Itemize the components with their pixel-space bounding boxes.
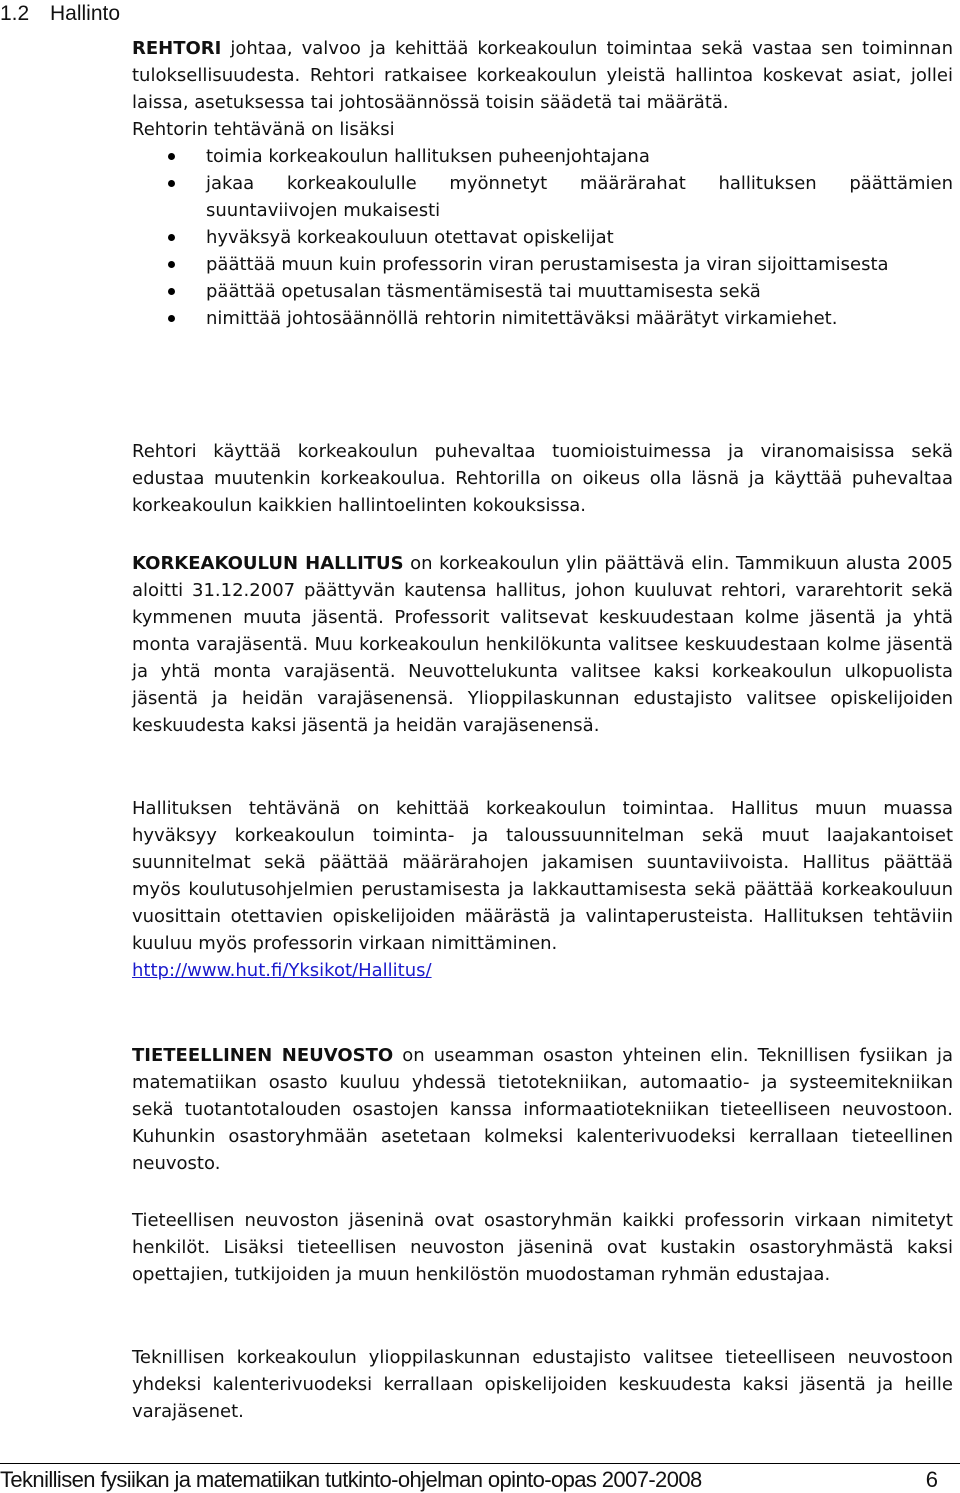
council-members-block (132, 1207, 953, 1288)
list-item: toimia korkeakoulun hallituksen puheenjohtajana (132, 143, 953, 170)
council-section (132, 1042, 953, 1177)
page-number: 6 (925, 1467, 938, 1492)
section-title: Hallinto (50, 2, 121, 25)
section-heading (0, 0, 120, 28)
board-link-line (132, 957, 953, 984)
council-term: TIETEELLINEN NEUVOSTO (132, 1045, 394, 1066)
rector-term: REHTORI (132, 38, 222, 59)
rector-intro-text: johtaa, valvoo ja kehittää korkeakoulun toimintaa sekä vastaa sen toiminnan tuloksellisuudesta. Rehtori ratkaisee korkeakoulun yleistä hallintoa koskevat asiat, jollei laissa, asetuksessa tai johtosäännössä toisin säädetä tai määrätä. (132, 38, 953, 113)
rector-duties-lead: Rehtorin tehtävänä on lisäksi (132, 119, 395, 140)
board-section (132, 550, 953, 739)
list-item: hyväksyä korkeakouluun otettavat opiskelijat (132, 224, 953, 251)
section-number: 1.2 (0, 2, 30, 25)
footer-divider (0, 1463, 960, 1464)
footer-title: Teknillisen fysiikan ja matematiikan tutkinto-ohjelman opinto-opas 2007-2008 (0, 1467, 702, 1492)
list-item: päättää opetusalan täsmentämisestä tai muuttamisesta sekä (132, 278, 953, 305)
board-composition-paragraph (132, 550, 953, 739)
council-members-paragraph: Tieteellisen neuvoston jäseninä ovat osastoryhmän kaikki professorin virkaan nimitetyt henkilöt. Lisäksi tieteellisen neuvoston jäseninä ovat kustakin osastoryhmästä kaksi opettajien, tutkijoiden ja muun henkilöstön muodostaman ryhmän edustajaa. (132, 1210, 953, 1285)
board-term: KORKEAKOULUN HALLITUS (132, 553, 404, 574)
list-item: päättää muun kuin professorin viran perustamisesta ja viran sijoittamisesta (132, 251, 953, 278)
rector-intro-paragraph (132, 35, 953, 116)
rector-representation-block (132, 438, 953, 519)
board-tasks-block (132, 795, 953, 984)
council-intro-paragraph (132, 1042, 953, 1177)
list-item: nimittää johtosäännöllä rehtorin nimitettäväksi määrätyt virkamiehet. (132, 305, 953, 332)
council-student-rep-paragraph: Teknillisen korkeakoulun ylioppilaskunnan edustajisto valitsee tieteelliseen neuvostoon yhdeksi kalenterivuodeksi kerrallaan opiskelijoiden keskuudesta kaksi jäsentä ja heille varajäsenet. (132, 1347, 953, 1422)
rector-duties-list (132, 143, 953, 332)
board-link[interactable]: http://www.hut.fi/Yksikot/Hallitus/ (132, 960, 432, 981)
board-tasks-paragraph: Hallituksen tehtävänä on kehittää korkeakoulun toimintaa. Hallitus muun muassa hyväksyy korkeakoulun toiminta- ja taloussuunnitelman sekä muut laajakantoiset suunnitelmat sekä päättää määrärahojen jakamisen suuntaviivoista. Hallitus päättää myös koulutusohjelmien perustamisesta ja lakkauttamisesta sekä päättää korkeakouluun vuosittain otettavien opiskelijoiden määrästä ja valintaperusteista. Hallituksen tehtäviin kuuluu myös professorin virkaan nimittäminen. (132, 798, 953, 954)
rector-representation-paragraph: Rehtori käyttää korkeakoulun puhevaltaa tuomioistuimessa ja viranomaisissa sekä edustaa muutenkin korkeakoulua. Rehtorilla on oikeus olla läsnä ja käyttää puhevaltaa korkeakoulun kaikkien hallintoelinten kokouksissa. (132, 441, 953, 516)
rector-section (132, 35, 953, 332)
board-composition-text: on korkeakoulun ylin päättävä elin. Tammikuun alusta 2005 aloitti 31.12.2007 päättyvän kautensa hallitus, johon kuuluvat rehtori, vararehtorit sekä kymmenen muuta jäsentä. Professorit valitsevat keskuudestaan kolme jäsentä ja yhtä monta varajäsentä. Muu korkeakoulun henkilökunta valitsee keskuudestaan kolme jäsentä ja yhtä monta varajäsentä. Neuvottelukunta valitsee kaksi korkeakoulun ulkopuolista jäsentä ja heidän varajäsenensä. Ylioppilaskunnan edustajisto valitsee opiskelijoiden keskuudesta kaksi jäsentä ja heidän varajäsenensä. (132, 553, 953, 736)
council-student-rep-block (132, 1344, 953, 1425)
council-intro-text: on useamman osaston yhteinen elin. Teknillisen fysiikan ja matematiikan osasto kuuluu yhdessä tietotekniikan, automaatio- ja systeemitekniikan sekä tuotantotalouden osastojen kanssa informaatiotekniikan tieteelliseen neuvostoon. Kuhunkin osastoryhmään asetetaan kolmeksi kalenterivuodeksi kerrallaan tieteellinen neuvosto. (132, 1045, 954, 1174)
list-item: jakaa korkeakoululle myönnetyt määrärahat hallituksen päättämien suuntaviivojen mukaisesti (132, 170, 953, 224)
